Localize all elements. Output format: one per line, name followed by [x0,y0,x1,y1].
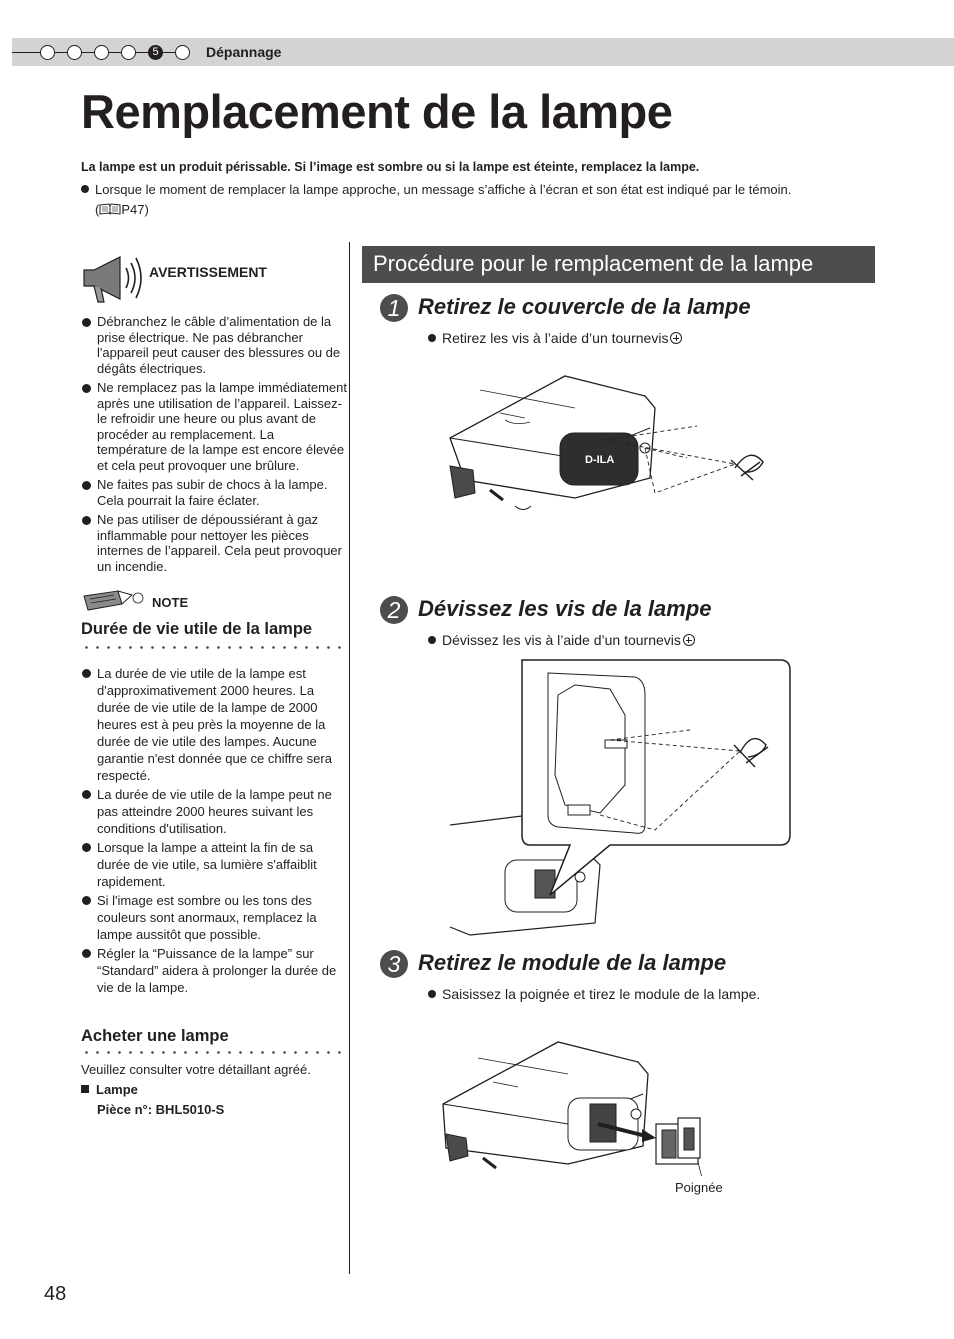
page-reference: ( P47) [95,202,149,217]
step-instruction [428,632,695,648]
step-number: 3 [380,950,408,978]
step-instruction [428,330,682,346]
handle-label: Poignée [675,1180,723,1195]
list-item [81,786,347,837]
warning-list [81,314,347,574]
remove-cover-illustration [405,368,785,528]
header-rule [82,52,94,53]
book-icon [99,203,121,215]
buy-heading: Acheter une lampe [81,1027,229,1045]
list-item [81,380,347,473]
lamp-label [81,1082,138,1097]
reference-text: P47 [121,202,145,217]
bullet-dot [428,334,436,342]
step-instruction [428,986,760,1002]
procedure-heading: Procédure pour le remplacement de la lampe [373,251,814,276]
list-item-text: Ne remplacez pas la lampe immédiatement après une utilisation de l’appareil. Laissez-le refroidir une heure ou plus avant de procéder au remplacement. La température de la lampe est encore élevée et cela peut provoquer une brûlure. [97,380,347,473]
list-item [81,945,347,996]
pencil-note-icon [82,590,146,612]
step-circle [94,45,109,60]
phillips-screwdriver-icon [670,332,682,344]
step-instruction-text: Saisissez la poignée et tirez le module de la lampe. [442,986,761,1002]
phillips-screwdriver-icon [683,634,695,646]
step-circle-active: 5 [148,45,163,60]
d-ila-logo: D-ILA [585,454,615,466]
lifespan-heading: Durée de vie utile de la lampe [81,620,313,638]
intro-bullet [81,180,871,220]
step-title: Retirez le couvercle de la lampe [418,294,751,319]
intro-lead: La lampe est un produit périssable. Si l’image est sombre ou si la lampe est éteinte, remplacez la lampe. [81,160,700,174]
header-rule [12,52,42,53]
buy-text: Veuillez consulter votre détaillant agréé. [81,1062,311,1077]
lifespan-list [81,665,347,996]
list-item-text: Ne pas utiliser de dépoussiérant à gaz inflammable pour nettoyer les pièces internes de l’appareil. Cela peut provoquer un incendie. [97,512,342,574]
step-number: 1 [380,294,408,322]
page-number: 48 [44,1283,67,1305]
list-item-text: La durée de vie utile de la lampe est d'approximativement 2000 heures. La durée de vie utile de la lampe de 2000 heures est à peu près la moyenne de la durée de vie utile des lampes. Aucune garantie n'est donnée que ce chiffre sera respecté. [97,666,332,783]
intro-bullet-text: Lorsque le moment de remplacer la lampe approche, un message s’affiche à l’écran et son état est indiqué par le témoin. [95,182,792,197]
list-item [81,665,347,784]
warning-title: AVERTISSEMENT [149,264,267,280]
list-item [81,314,347,376]
dotted-rule [81,646,343,649]
bullet-dot [428,990,436,998]
list-item-text: Lorsque la lampe a atteint la fin de sa durée de vie utile, sa lumière s'affaiblit rapidement. [97,840,317,889]
list-item-text: Régler la “Puissance de la lampe” sur “Standard” aidera à prolonger la durée de vie de la lampe. [97,946,337,995]
note-title: NOTE [152,595,189,610]
step-instruction-text: Dévissez les vis à l’aide d’un tournevis [442,632,681,648]
header-rule [55,52,67,53]
square-bullet [81,1085,89,1093]
list-item [81,839,347,890]
unscrew-lamp-illustration [450,655,795,945]
step-circle [121,45,136,60]
step-title: Retirez le module de la lampe [418,950,727,975]
list-item-text: Ne faites pas subir de chocs à la lampe. Cela pourrait la faire éclater. [97,477,328,508]
page-title: Remplacement de la lampe [81,85,673,138]
step-circle [67,45,82,60]
header-rule [163,52,175,53]
section-label: Dépannage [206,44,282,60]
list-item-text: Débranchez le câble d’alimentation de la prise électrique. Ne pas débrancher l'appareil peut causer des blessures ou de dégâts électriques. [97,314,341,376]
list-item [81,512,347,574]
lamp-label-text: Lampe [96,1082,138,1097]
remove-module-illustration [398,1036,728,1176]
part-number: Pièce n°: BHL5010-S [97,1102,225,1117]
header-rule [136,52,148,53]
step-title: Dévissez les vis de la lampe [418,596,712,621]
step-number: 2 [380,596,408,624]
header-rule [109,52,121,53]
bullet-dot [428,636,436,644]
megaphone-icon [80,254,146,306]
step-instruction-text: Retirez les vis à l’aide d’un tournevis [442,330,669,346]
list-item-text: Si l'image est sombre ou les tons des couleurs sont anormaux, remplacez la lampe aussitôt que possible. [97,893,317,942]
list-item-text: La durée de vie utile de la lampe peut ne pas atteindre 2000 heures suivant les conditions d'utilisation. [97,787,332,836]
step-circle [175,45,190,60]
list-item [81,477,347,508]
column-divider [349,242,350,1274]
bullet-dot [81,185,89,193]
list-item [81,892,347,943]
step-circle [40,45,55,60]
dotted-rule [81,1051,343,1054]
